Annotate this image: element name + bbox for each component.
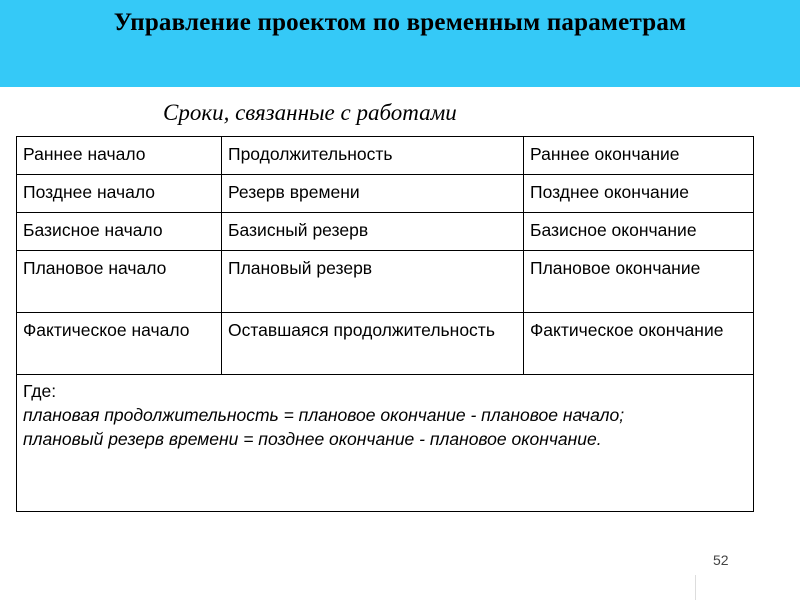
notes-formula-reserve: плановый резерв времени = позднее окончание - плановое окончание. [23, 429, 602, 449]
table-cell: Раннее начало [17, 137, 222, 175]
table-notes-row [17, 375, 754, 512]
notes-heading: Где: [23, 381, 57, 401]
table-row [17, 137, 754, 175]
table-row [17, 251, 754, 313]
notes-cell [17, 375, 754, 512]
table-row [17, 175, 754, 213]
table-caption: Сроки, связанные с работами [163, 100, 457, 125]
table-row [17, 213, 754, 251]
slide-title: Управление проектом по временным параметрам [113, 9, 687, 36]
table-cell: Плановое начало [17, 251, 222, 313]
table-cell: Базисное начало [17, 213, 222, 251]
page-number: 52 [713, 552, 729, 568]
notes-formula-duration: плановая продолжительность = плановое окончание - плановое начало; [23, 405, 625, 425]
table-cell: Плановый резерв [222, 251, 524, 313]
page-divider [695, 575, 696, 600]
table-cell: Продолжительность [222, 137, 524, 175]
table-row [17, 313, 754, 375]
timing-terms-table [16, 136, 754, 512]
table-cell: Фактическое начало [17, 313, 222, 375]
table-cell: Фактическое окончание [524, 313, 754, 375]
table-cell: Базисное окончание [524, 213, 754, 251]
table-cell: Раннее окончание [524, 137, 754, 175]
table-cell: Оставшаяся продолжительность [222, 313, 524, 375]
table-cell: Резерв времени [222, 175, 524, 213]
table-cell: Позднее окончание [524, 175, 754, 213]
table-cell: Плановое окончание [524, 251, 754, 313]
table-cell: Позднее начало [17, 175, 222, 213]
table-cell: Базисный резерв [222, 213, 524, 251]
